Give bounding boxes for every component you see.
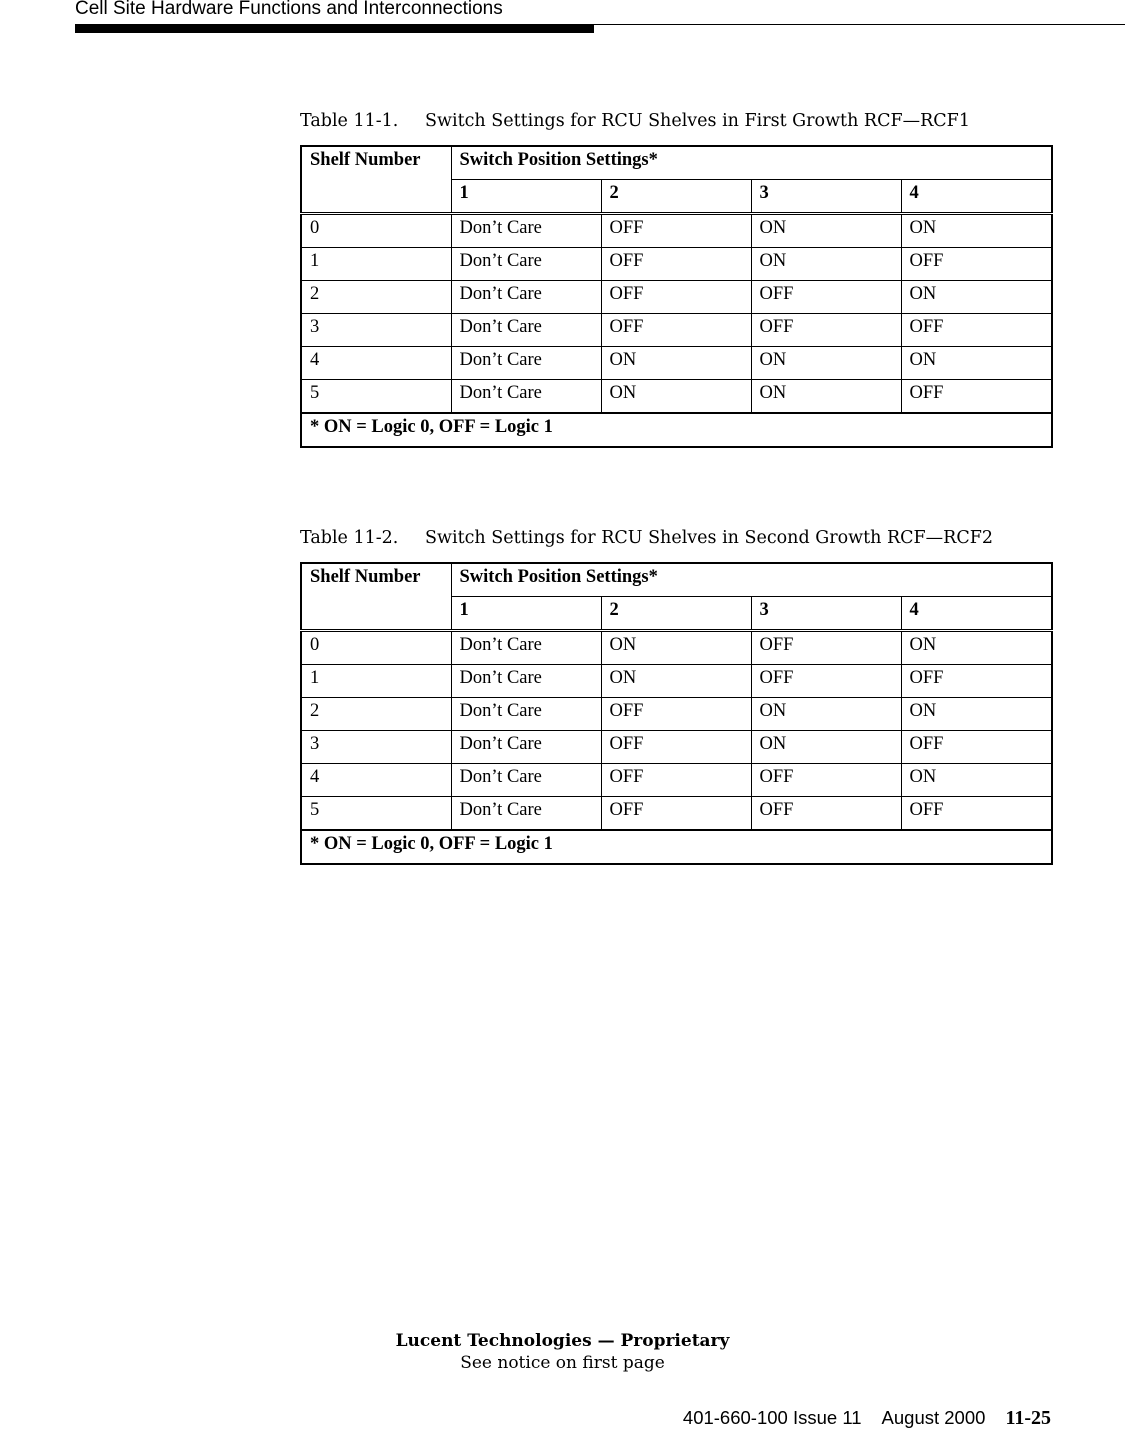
cell-switch-1: Don’t Care [451,214,601,248]
table-1-caption-number: Table 11-1. [300,111,399,131]
cell-switch-1: Don’t Care [451,314,601,347]
cell-shelf: 0 [301,214,451,248]
cell-shelf: 2 [301,281,451,314]
cell-switch-2: OFF [601,281,751,314]
cell-switch-2: OFF [601,214,751,248]
table-row [301,665,1052,698]
column-header-switch-group: Switch Position Settings* [451,563,1052,597]
column-header-shelf: Shelf Number [301,146,451,214]
cell-switch-1: Don’t Care [451,698,601,731]
cell-switch-4: OFF [901,797,1052,831]
cell-switch-3: OFF [751,314,901,347]
cell-shelf: 1 [301,248,451,281]
cell-switch-4: OFF [901,248,1052,281]
cell-switch-4: OFF [901,380,1052,414]
cell-switch-4: ON [901,214,1052,248]
running-header-title: Cell Site Hardware Functions and Interconnections [75,0,503,19]
cell-switch-4: ON [901,698,1052,731]
cell-switch-3: ON [751,698,901,731]
footer-doc-info [683,1407,1051,1429]
cell-switch-2: ON [601,347,751,380]
cell-switch-4: ON [901,281,1052,314]
table-2 [300,562,1053,865]
cell-switch-2: OFF [601,797,751,831]
column-header-switch-1: 1 [451,180,601,214]
cell-switch-3: OFF [751,281,901,314]
cell-switch-1: Don’t Care [451,248,601,281]
column-header-switch-2: 2 [601,597,751,631]
column-header-switch-1: 1 [451,597,601,631]
cell-switch-4: ON [901,347,1052,380]
column-header-shelf: Shelf Number [301,563,451,631]
cell-switch-3: ON [751,347,901,380]
cell-switch-1: Don’t Care [451,380,601,414]
cell-switch-2: OFF [601,248,751,281]
cell-shelf: 2 [301,698,451,731]
cell-switch-1: Don’t Care [451,347,601,380]
cell-switch-2: OFF [601,731,751,764]
cell-switch-1: Don’t Care [451,631,601,665]
column-header-switch-4: 4 [901,180,1052,214]
table-row [301,214,1052,248]
cell-switch-3: OFF [751,665,901,698]
table-row [301,281,1052,314]
cell-switch-1: Don’t Care [451,665,601,698]
cell-shelf: 4 [301,764,451,797]
table-2-caption [300,527,993,549]
header-rule-bar [75,24,594,33]
table-row [301,731,1052,764]
cell-switch-4: ON [901,764,1052,797]
cell-switch-1: Don’t Care [451,731,601,764]
cell-shelf: 3 [301,731,451,764]
column-header-switch-2: 2 [601,180,751,214]
column-header-switch-3: 3 [751,597,901,631]
table-footnote: * ON = Logic 0, OFF = Logic 1 [301,830,1052,864]
table-footnote: * ON = Logic 0, OFF = Logic 1 [301,413,1052,447]
cell-switch-3: ON [751,248,901,281]
page-number: 11-25 [1005,1407,1051,1429]
cell-switch-4: OFF [901,314,1052,347]
footer-date: August 2000 [881,1407,986,1428]
cell-switch-2: ON [601,665,751,698]
cell-switch-2: ON [601,380,751,414]
table-row [301,380,1052,414]
cell-shelf: 5 [301,797,451,831]
footer-notice: See notice on first page [460,1353,665,1373]
cell-switch-4: ON [901,631,1052,665]
table-1-caption [300,110,970,132]
cell-shelf: 5 [301,380,451,414]
column-header-switch-group: Switch Position Settings* [451,146,1052,180]
cell-shelf: 1 [301,665,451,698]
cell-switch-2: OFF [601,698,751,731]
cell-switch-3: OFF [751,797,901,831]
cell-switch-2: ON [601,631,751,665]
table-row [301,631,1052,665]
column-header-switch-4: 4 [901,597,1052,631]
table-row [301,797,1052,831]
footer-company: Lucent Technologies — Proprietary [395,1331,730,1351]
cell-switch-1: Don’t Care [451,797,601,831]
cell-switch-2: OFF [601,314,751,347]
table-row [301,698,1052,731]
cell-shelf: 3 [301,314,451,347]
table-row [301,314,1052,347]
cell-switch-3: ON [751,731,901,764]
table-1-caption-title: Switch Settings for RCU Shelves in First Growth RCF—RCF1 [425,111,970,131]
table-row [301,248,1052,281]
cell-switch-4: OFF [901,665,1052,698]
table-row [301,347,1052,380]
cell-switch-3: ON [751,380,901,414]
cell-switch-4: OFF [901,731,1052,764]
cell-shelf: 0 [301,631,451,665]
cell-switch-1: Don’t Care [451,281,601,314]
footer-doc-number: 401-660-100 Issue 11 [682,1407,862,1428]
cell-switch-3: ON [751,214,901,248]
column-header-switch-3: 3 [751,180,901,214]
table-1 [300,145,1053,448]
table-2-caption-number: Table 11-2. [300,528,399,548]
cell-shelf: 4 [301,347,451,380]
cell-switch-3: OFF [751,764,901,797]
cell-switch-1: Don’t Care [451,764,601,797]
table-2-caption-title: Switch Settings for RCU Shelves in Second Growth RCF—RCF2 [425,528,993,548]
table-row [301,764,1052,797]
cell-switch-2: OFF [601,764,751,797]
cell-switch-3: OFF [751,631,901,665]
